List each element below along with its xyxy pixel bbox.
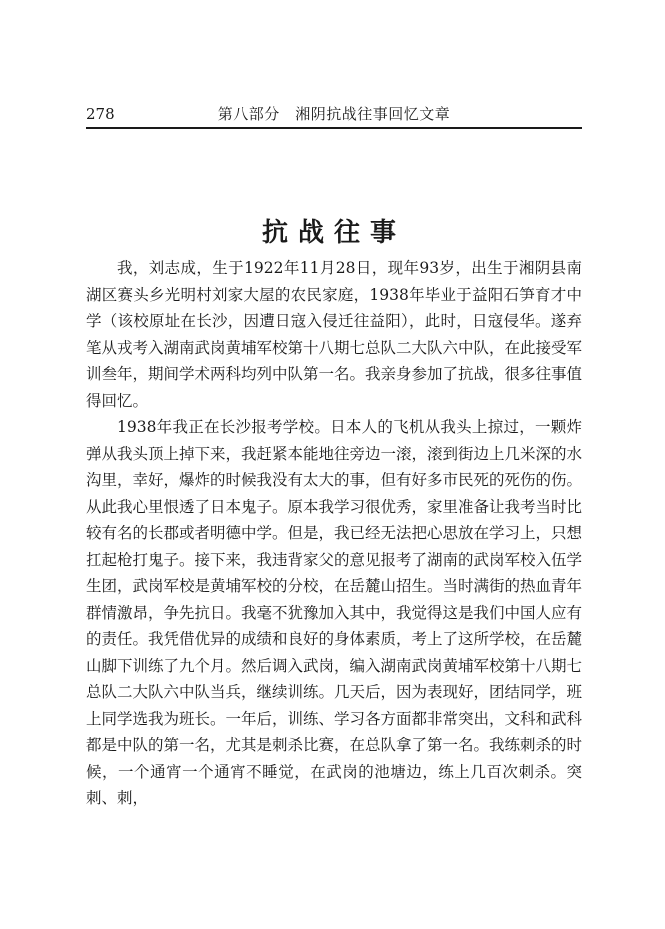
header-rule — [86, 127, 582, 129]
page-number: 278 — [86, 105, 115, 123]
article-body — [86, 255, 582, 812]
paragraph: 1938年我正在长沙报考学校。日本人的飞机从我头上掠过，一颗炸弹从我头顶上掉下来，我赶紧本能地往旁边一滚，滚到街边上几米深的水沟里，幸好，爆炸的时候我没有太大的事，但有好多市民死的死伤的伤。从此我心里恨透了日本鬼子。原本我学习很优秀，家里准备让我考当时比较有名的长郡或者明德中学。但是，我已经无法把心思放在学习上，只想扛起枪打鬼子。接下来，我违背家父的意见报考了湖南的武岗军校入伍学生团，武岗军校是黄埔军校的分校，在岳麓山招生。当时满街的热血青年群情激昂，争先抗日。我毫不犹豫加入其中，我觉得这是我们中国人应有的责任。我凭借优异的成绩和良好的身体素质，考上了这所学校，在岳麓山脚下训练了九个月。然后调入武岗，编入湖南武岗黄埔军校第十八期七总队二大队六中队当兵，继续训练。几天后，因为表现好，团结同学，班上同学选我为班长。一年后，训练、学习各方面都非常突出，文科和武科都是中队的第一名，尤其是刺杀比赛，在总队拿了第一名。我练刺杀的时候，一个通宵一个通宵不睡觉，在武岗的池塘边，练上几百次刺杀。突刺、刺， — [86, 418, 583, 807]
paragraph: 我，刘志成，生于1922年11月28日，现年93岁，出生于湘阴县南湖区赛头乡光明村刘家大屋的农民家庭，1938年毕业于益阳石笋育才中学（该校原址在长沙，因遭日寇入侵迁往益阳），此时，日寇侵华。遂弃笔从戎考入湖南武岗黄埔军校第十八期七总队二大队六中队，在此接受军训叁年，期间学术两科均列中队第一名。我亲身参加了抗战，很多往事值得回忆。 — [86, 259, 583, 410]
article-title: 抗战往事 — [261, 218, 406, 249]
page-header — [86, 104, 582, 128]
running-header-title: 第八部分 湘阴抗战往事回忆文章 — [217, 105, 451, 123]
